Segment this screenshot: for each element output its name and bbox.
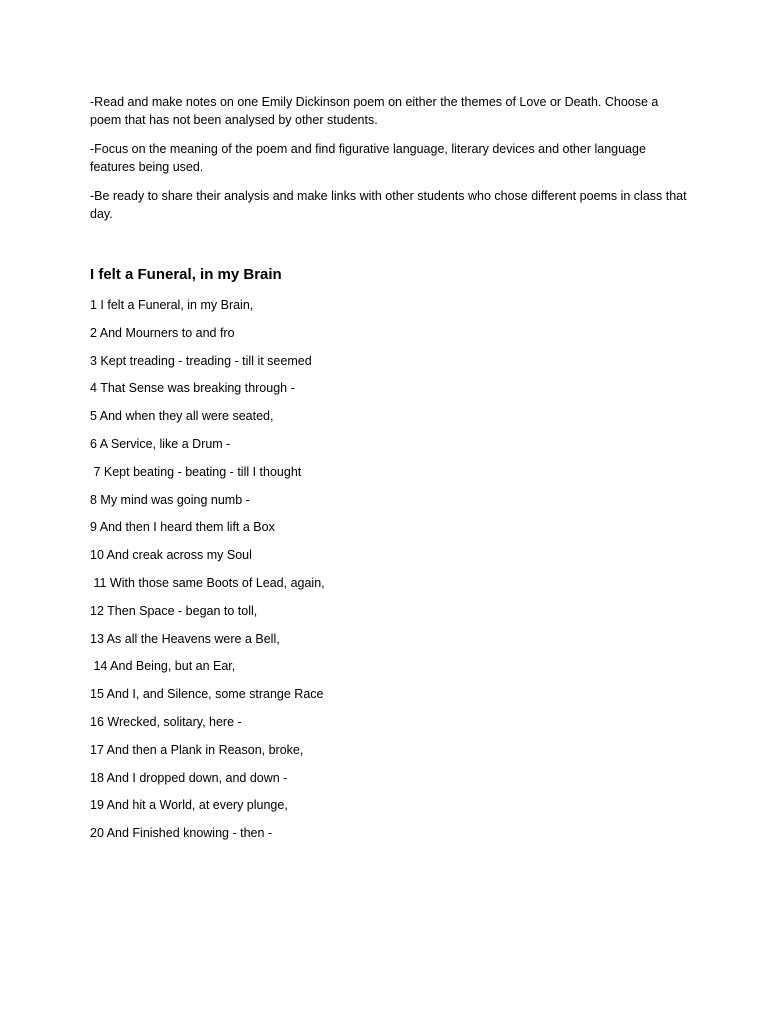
poem-line: 18 And I dropped down, and down -	[90, 770, 288, 785]
poem-line: 14 And Being, but an Ear,	[90, 659, 236, 674]
poem-line: 3 Kept treading - treading - till it seemed	[90, 353, 312, 368]
poem-line: 15 And I, and Silence, some strange Race	[90, 687, 324, 702]
poem-line: 6 A Service, like a Drum -	[90, 436, 231, 451]
poem-line: 17 And then a Plank in Reason, broke,	[90, 742, 304, 757]
poem-line: 9 And then I heard them lift a Box	[90, 520, 275, 535]
instruction-paragraph: -Read and make notes on one Emily Dickinson poem on either the themes of Love or Death. Choose a poem that has not been analysed by other students.	[90, 95, 659, 127]
poem-line: 19 And hit a World, at every plunge,	[90, 798, 288, 813]
poem-line: 2 And Mourners to and fro	[90, 325, 235, 340]
poem-line: 4 That Sense was breaking through -	[90, 381, 295, 396]
poem-line: 7 Kept beating - beating - till I thought	[90, 464, 302, 479]
poem-line: 8 My mind was going numb -	[90, 492, 250, 507]
poem-line: 13 As all the Heavens were a Bell,	[90, 631, 280, 646]
poem-line: 11 With those same Boots of Lead, again,	[90, 575, 325, 590]
instructions-section	[90, 93, 690, 234]
poem-line: 10 And creak across my Soul	[90, 548, 252, 563]
instruction-paragraph: -Be ready to share their analysis and make links with other students who chose different poems in class that day.	[90, 189, 687, 221]
poem-line: 12 Then Space - began to toll,	[90, 603, 258, 618]
poem-line: 20 And Finished knowing - then -	[90, 826, 273, 841]
instruction-paragraph: -Focus on the meaning of the poem and find figurative language, literary devices and other language features being used.	[90, 142, 646, 174]
poem-line: 1 I felt a Funeral, in my Brain,	[90, 298, 254, 312]
poem-title: I felt a Funeral, in my Brain	[90, 266, 282, 283]
poem-line: 16 Wrecked, solitary, here -	[90, 714, 242, 729]
poem-lines	[90, 296, 325, 852]
poem-line: 5 And when they all were seated,	[90, 409, 274, 424]
